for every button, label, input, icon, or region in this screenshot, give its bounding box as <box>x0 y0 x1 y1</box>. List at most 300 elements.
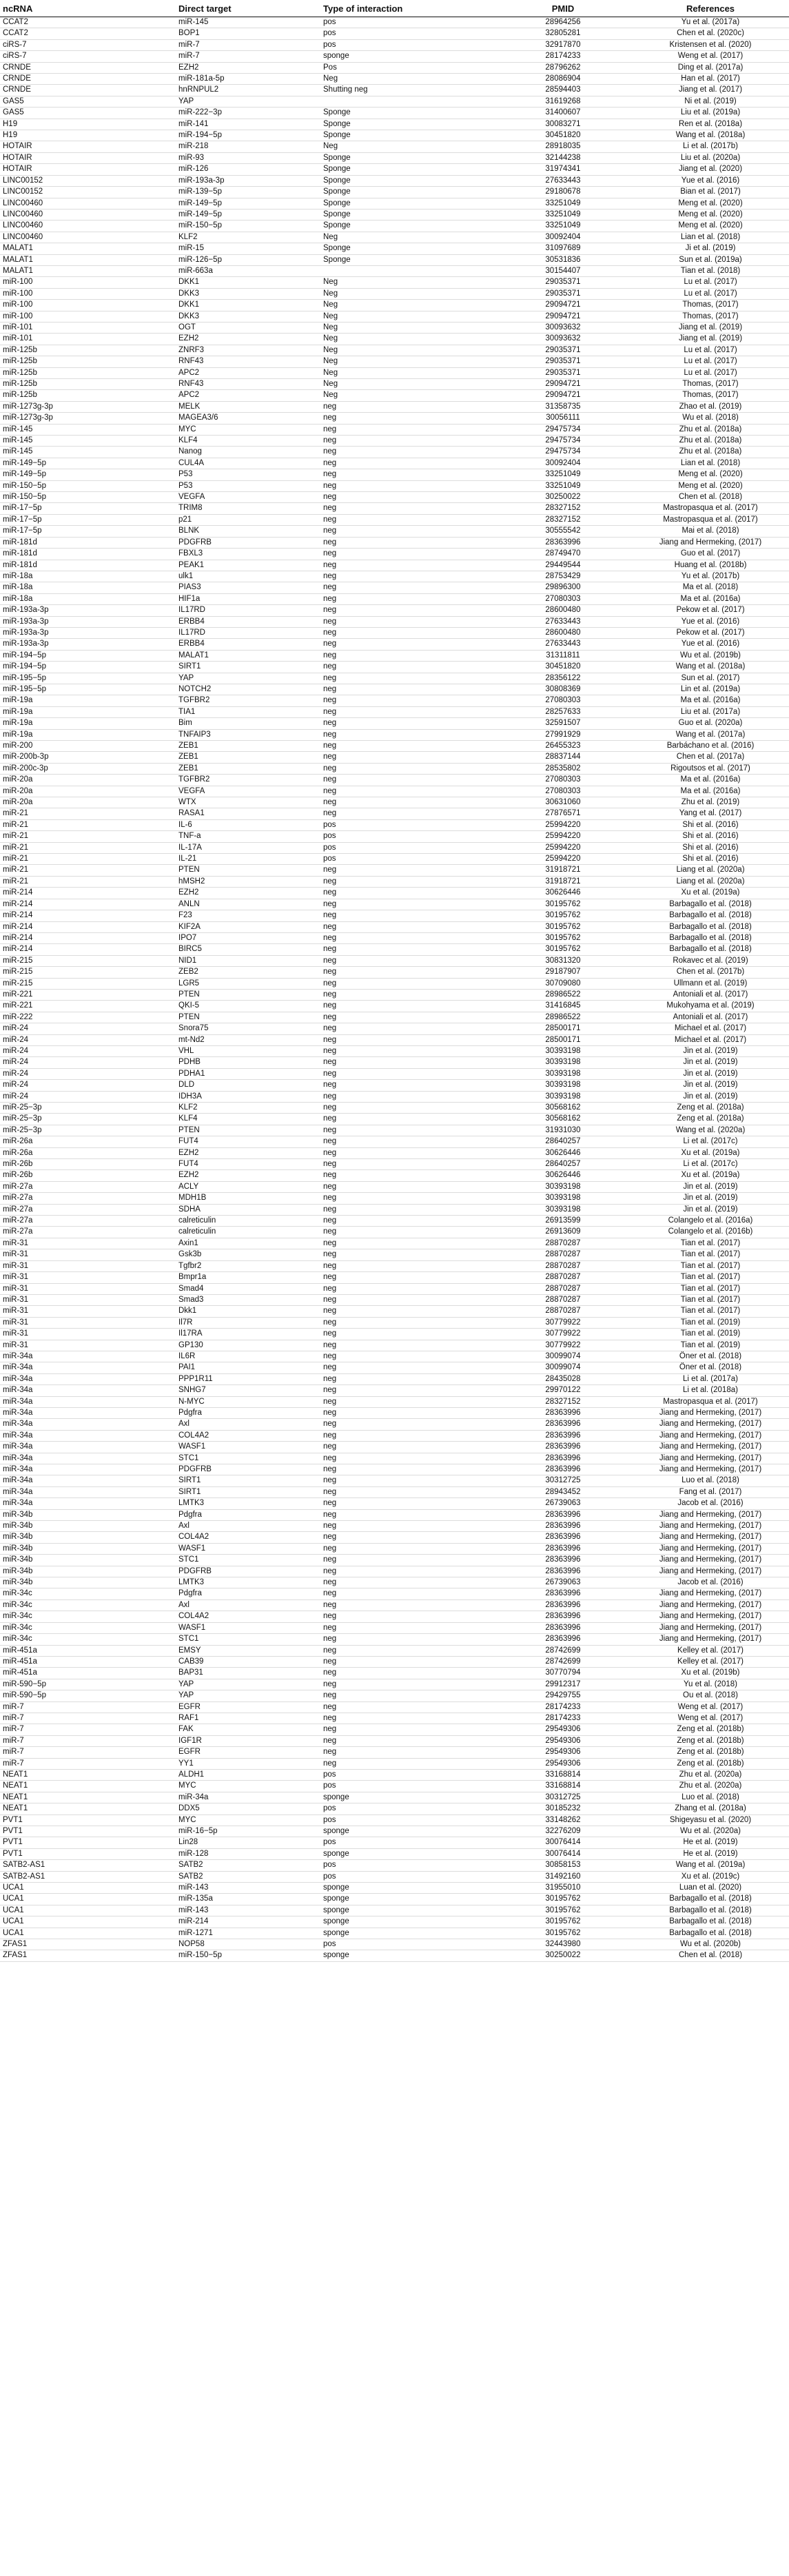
cell-interaction-type: neg <box>320 1747 494 1758</box>
cell-direct-target: EZH2 <box>176 1147 320 1158</box>
cell-pmid: 28870287 <box>494 1260 632 1271</box>
table-row <box>0 1419 789 1430</box>
cell-pmid: 30779922 <box>494 1340 632 1351</box>
table-row <box>0 955 789 966</box>
cell-ncrna: miR-31 <box>0 1238 176 1249</box>
cell-reference: Shi et al. (2016) <box>632 831 789 842</box>
cell-ncrna: CRNDE <box>0 62 176 73</box>
cell-direct-target: NOP58 <box>176 1939 320 1950</box>
cell-interaction-type: pos <box>320 1815 494 1826</box>
table-row <box>0 39 789 50</box>
cell-direct-target: Pdgfra <box>176 1588 320 1599</box>
cell-direct-target: IPO7 <box>176 932 320 943</box>
cell-pmid: 28327152 <box>494 514 632 525</box>
cell-direct-target: calreticulin <box>176 1227 320 1238</box>
cell-reference: Luo et al. (2018) <box>632 1475 789 1486</box>
cell-interaction-type: Neg <box>320 345 494 356</box>
cell-interaction-type: neg <box>320 1249 494 1260</box>
table-row <box>0 1555 789 1566</box>
cell-reference: Li et al. (2017b) <box>632 141 789 152</box>
cell-interaction-type: neg <box>320 1034 494 1045</box>
cell-pmid: 30250022 <box>494 492 632 503</box>
cell-direct-target: Bmpr1a <box>176 1272 320 1283</box>
cell-interaction-type: neg <box>320 1159 494 1170</box>
cell-interaction-type: neg <box>320 1136 494 1147</box>
cell-interaction-type: neg <box>320 1238 494 1249</box>
table-row <box>0 1159 789 1170</box>
cell-ncrna: miR-7 <box>0 1713 176 1724</box>
cell-pmid: 31918721 <box>494 865 632 876</box>
cell-direct-target: IL-21 <box>176 854 320 865</box>
cell-direct-target: Nanog <box>176 447 320 458</box>
cell-reference: Ma et al. (2016a) <box>632 775 789 786</box>
cell-reference: Ou et al. (2018) <box>632 1690 789 1701</box>
table-row <box>0 1826 789 1837</box>
table-row <box>0 639 789 650</box>
cell-interaction-type: sponge <box>320 51 494 62</box>
cell-reference: Jin et al. (2019) <box>632 1068 789 1079</box>
cell-reference: Jiang and Hermeking, (2017) <box>632 1555 789 1566</box>
cell-ncrna: miR-24 <box>0 1045 176 1056</box>
cell-direct-target: SIRT1 <box>176 1475 320 1486</box>
cell-pmid: 29180678 <box>494 187 632 198</box>
cell-reference: Lu et al. (2017) <box>632 288 789 299</box>
cell-ncrna: PVT1 <box>0 1848 176 1859</box>
cell-pmid: 30393198 <box>494 1181 632 1192</box>
cell-pmid: 29035371 <box>494 277 632 288</box>
cell-ncrna: NEAT1 <box>0 1792 176 1803</box>
cell-reference: Jiang and Hermeking, (2017) <box>632 1634 789 1645</box>
cell-ncrna: miR-150−5p <box>0 492 176 503</box>
table-row <box>0 1272 789 1283</box>
cell-interaction-type: neg <box>320 662 494 673</box>
cell-interaction-type: Neg <box>320 367 494 378</box>
cell-direct-target: QKI-5 <box>176 1001 320 1012</box>
cell-ncrna: LINC00460 <box>0 198 176 209</box>
table-row <box>0 1905 789 1916</box>
cell-direct-target: WTX <box>176 797 320 808</box>
cell-ncrna: miR-150−5p <box>0 480 176 491</box>
cell-pmid: 30195762 <box>494 1928 632 1939</box>
cell-reference: Öner et al. (2018) <box>632 1351 789 1362</box>
cell-interaction-type: neg <box>320 786 494 797</box>
cell-direct-target: PDHA1 <box>176 1068 320 1079</box>
cell-pmid: 33251049 <box>494 469 632 480</box>
header-ncrna: ncRNA <box>0 0 176 17</box>
cell-pmid: 28742699 <box>494 1656 632 1667</box>
cell-reference: Tian et al. (2017) <box>632 1238 789 1249</box>
cell-pmid: 28363996 <box>494 1407 632 1418</box>
table-row <box>0 265 789 276</box>
cell-direct-target: PAI1 <box>176 1362 320 1373</box>
cell-interaction-type: neg <box>320 932 494 943</box>
cell-pmid: 31311811 <box>494 650 632 661</box>
cell-pmid: 33168814 <box>494 1769 632 1780</box>
table-row <box>0 243 789 254</box>
cell-interaction-type: sponge <box>320 1894 494 1905</box>
cell-ncrna: miR-100 <box>0 300 176 311</box>
cell-reference: Yue et al. (2016) <box>632 175 789 186</box>
cell-interaction-type: Sponge <box>320 187 494 198</box>
cell-pmid: 27633443 <box>494 175 632 186</box>
cell-direct-target: miR-93 <box>176 152 320 163</box>
table-row <box>0 673 789 684</box>
cell-direct-target: Axl <box>176 1521 320 1532</box>
cell-reference: Tian et al. (2017) <box>632 1260 789 1271</box>
cell-direct-target: SDHA <box>176 1204 320 1215</box>
cell-pmid: 30568162 <box>494 1114 632 1125</box>
table-row <box>0 1396 789 1407</box>
cell-interaction-type: neg <box>320 1509 494 1520</box>
cell-pmid: 32443980 <box>494 1939 632 1950</box>
table-row <box>0 1781 789 1792</box>
cell-interaction-type: neg <box>320 1068 494 1079</box>
cell-reference: Tian et al. (2017) <box>632 1283 789 1294</box>
cell-ncrna: miR-34a <box>0 1396 176 1407</box>
cell-reference: Xu et al. (2019a) <box>632 888 789 899</box>
table-row <box>0 978 789 989</box>
cell-pmid: 28363996 <box>494 1622 632 1633</box>
cell-interaction-type: neg <box>320 1611 494 1622</box>
cell-direct-target: YAP <box>176 1690 320 1701</box>
cell-reference: Chen et al. (2017b) <box>632 967 789 978</box>
cell-pmid: 28327152 <box>494 1396 632 1407</box>
cell-interaction-type: Sponge <box>320 164 494 175</box>
cell-pmid: 30056111 <box>494 413 632 424</box>
cell-reference: Fang et al. (2017) <box>632 1486 789 1497</box>
cell-direct-target: PTEN <box>176 1125 320 1136</box>
cell-pmid: 28174233 <box>494 1701 632 1713</box>
cell-direct-target: Gsk3b <box>176 1249 320 1260</box>
cell-pmid: 30195762 <box>494 1894 632 1905</box>
table-row <box>0 662 789 673</box>
table-row <box>0 379 789 390</box>
cell-interaction-type: pos <box>320 1837 494 1848</box>
cell-pmid: 26739063 <box>494 1577 632 1588</box>
cell-reference: Shi et al. (2016) <box>632 854 789 865</box>
cell-pmid: 30831320 <box>494 955 632 966</box>
cell-reference: Jiang and Hermeking, (2017) <box>632 1532 789 1543</box>
cell-direct-target: BOP1 <box>176 28 320 39</box>
cell-pmid: 30093632 <box>494 334 632 345</box>
table-row <box>0 1045 789 1056</box>
cell-reference: Weng et al. (2017) <box>632 1701 789 1713</box>
table-row <box>0 854 789 865</box>
cell-reference: Liu et al. (2017a) <box>632 706 789 717</box>
cell-ncrna: miR-34c <box>0 1634 176 1645</box>
cell-interaction-type: neg <box>320 413 494 424</box>
cell-ncrna: miR-195−5p <box>0 684 176 695</box>
cell-direct-target: miR-150−5p <box>176 221 320 232</box>
cell-ncrna: miR-34b <box>0 1521 176 1532</box>
cell-ncrna: miR-34b <box>0 1532 176 1543</box>
table-row <box>0 367 789 378</box>
table-row <box>0 1283 789 1294</box>
table-row <box>0 1340 789 1351</box>
table-row <box>0 932 789 943</box>
cell-ncrna: miR-34a <box>0 1464 176 1475</box>
cell-reference: Weng et al. (2017) <box>632 51 789 62</box>
table-row <box>0 1566 789 1577</box>
cell-direct-target: FUT4 <box>176 1159 320 1170</box>
cell-interaction-type: neg <box>320 673 494 684</box>
cell-ncrna: miR-19a <box>0 706 176 717</box>
cell-reference: Jin et al. (2019) <box>632 1091 789 1102</box>
cell-interaction-type <box>320 96 494 107</box>
cell-reference: Li et al. (2017a) <box>632 1373 789 1384</box>
cell-direct-target: COL4A2 <box>176 1611 320 1622</box>
cell-ncrna: miR-34a <box>0 1486 176 1497</box>
cell-pmid: 30250022 <box>494 1950 632 1961</box>
cell-ncrna: miR-26b <box>0 1170 176 1181</box>
cell-direct-target: MDH1B <box>176 1193 320 1204</box>
cell-direct-target: WASF1 <box>176 1543 320 1554</box>
cell-ncrna: HOTAIR <box>0 152 176 163</box>
cell-pmid: 29912317 <box>494 1679 632 1690</box>
cell-pmid: 31400607 <box>494 108 632 119</box>
cell-ncrna: miR-25−3p <box>0 1114 176 1125</box>
cell-reference: Yu et al. (2017b) <box>632 571 789 582</box>
cell-ncrna: miR-181d <box>0 560 176 571</box>
cell-interaction-type: neg <box>320 1701 494 1713</box>
cell-pmid: 32276209 <box>494 1826 632 1837</box>
cell-direct-target: IL6R <box>176 1351 320 1362</box>
cell-pmid: 30393198 <box>494 1080 632 1091</box>
cell-reference: Zeng et al. (2018a) <box>632 1103 789 1114</box>
cell-pmid: 25994220 <box>494 819 632 830</box>
table-row <box>0 1690 789 1701</box>
cell-pmid: 28986522 <box>494 1012 632 1023</box>
cell-direct-target: ERBB4 <box>176 639 320 650</box>
cell-direct-target: miR-145 <box>176 17 320 28</box>
cell-pmid: 30393198 <box>494 1057 632 1068</box>
cell-ncrna: miR-24 <box>0 1023 176 1034</box>
cell-pmid: 28535802 <box>494 763 632 774</box>
cell-interaction-type: neg <box>320 627 494 638</box>
cell-ncrna: miR-222 <box>0 1012 176 1023</box>
table-row <box>0 605 789 616</box>
cell-direct-target: Il7R <box>176 1317 320 1328</box>
cell-ncrna: SATB2-AS1 <box>0 1871 176 1882</box>
cell-pmid: 26913599 <box>494 1216 632 1227</box>
cell-direct-target: IL-17A <box>176 842 320 853</box>
cell-reference: Lian et al. (2018) <box>632 232 789 243</box>
cell-direct-target: EGFR <box>176 1747 320 1758</box>
cell-reference: Yu et al. (2017a) <box>632 17 789 28</box>
cell-ncrna: miR-34b <box>0 1509 176 1520</box>
cell-ncrna: miR-31 <box>0 1283 176 1294</box>
table-row <box>0 1883 789 1894</box>
table-row <box>0 1871 789 1882</box>
table-row <box>0 944 789 955</box>
cell-interaction-type: neg <box>320 1125 494 1136</box>
table-row <box>0 1475 789 1486</box>
cell-interaction-type: neg <box>320 1419 494 1430</box>
cell-pmid: 31416845 <box>494 1001 632 1012</box>
cell-ncrna: LINC00152 <box>0 175 176 186</box>
cell-direct-target: FBXL3 <box>176 549 320 560</box>
cell-ncrna: NEAT1 <box>0 1803 176 1815</box>
cell-reference: Barbagallo et al. (2018) <box>632 1928 789 1939</box>
cell-ncrna: miR-34c <box>0 1599 176 1611</box>
cell-reference: Liang et al. (2020a) <box>632 865 789 876</box>
cell-reference: Wang et al. (2018a) <box>632 662 789 673</box>
cell-pmid: 32805281 <box>494 28 632 39</box>
cell-interaction-type: neg <box>320 1396 494 1407</box>
cell-interaction-type: neg <box>320 1045 494 1056</box>
cell-pmid: 28363996 <box>494 1453 632 1464</box>
cell-direct-target: MELK <box>176 401 320 412</box>
table-row <box>0 1894 789 1905</box>
cell-reference: Meng et al. (2020) <box>632 480 789 491</box>
cell-interaction-type: neg <box>320 1588 494 1599</box>
table-row <box>0 1679 789 1690</box>
cell-direct-target: YY1 <box>176 1758 320 1769</box>
cell-interaction-type: neg <box>320 424 494 435</box>
cell-ncrna: NEAT1 <box>0 1769 176 1780</box>
cell-direct-target: EZH2 <box>176 62 320 73</box>
cell-direct-target: CAB39 <box>176 1656 320 1667</box>
cell-reference: Jiang and Hermeking, (2017) <box>632 537 789 548</box>
cell-reference: Barbagallo et al. (2018) <box>632 921 789 932</box>
cell-interaction-type: Neg <box>320 141 494 152</box>
cell-ncrna: miR-34a <box>0 1407 176 1418</box>
cell-direct-target: miR-139−5p <box>176 187 320 198</box>
table-row <box>0 537 789 548</box>
cell-direct-target: ZEB2 <box>176 967 320 978</box>
cell-direct-target: ulk1 <box>176 571 320 582</box>
cell-direct-target: Smad3 <box>176 1294 320 1305</box>
cell-ncrna: miR-100 <box>0 288 176 299</box>
cell-ncrna: miR-145 <box>0 447 176 458</box>
cell-interaction-type: neg <box>320 1498 494 1509</box>
cell-reference: Kelley et al. (2017) <box>632 1656 789 1667</box>
cell-pmid: 30195762 <box>494 944 632 955</box>
cell-interaction-type: neg <box>320 1758 494 1769</box>
table-row <box>0 1724 789 1735</box>
cell-direct-target: miR-214 <box>176 1916 320 1928</box>
cell-interaction-type: pos <box>320 17 494 28</box>
cell-reference: Tian et al. (2017) <box>632 1272 789 1283</box>
cell-reference: Antoniali et al. (2017) <box>632 989 789 1000</box>
cell-ncrna: miR-100 <box>0 311 176 322</box>
cell-interaction-type: neg <box>320 480 494 491</box>
cell-ncrna: NEAT1 <box>0 1781 176 1792</box>
cell-ncrna: miR-34c <box>0 1611 176 1622</box>
cell-pmid: 29035371 <box>494 288 632 299</box>
cell-ncrna: miR-18a <box>0 571 176 582</box>
cell-interaction-type: neg <box>320 571 494 582</box>
cell-pmid: 27633443 <box>494 616 632 627</box>
cell-ncrna: miR-34a <box>0 1498 176 1509</box>
cell-pmid: 30099074 <box>494 1362 632 1373</box>
cell-reference: Ji et al. (2019) <box>632 243 789 254</box>
cell-interaction-type: neg <box>320 1193 494 1204</box>
table-row <box>0 1373 789 1384</box>
cell-pmid: 28174233 <box>494 51 632 62</box>
cell-interaction-type: neg <box>320 639 494 650</box>
cell-reference: Li et al. (2017c) <box>632 1159 789 1170</box>
cell-interaction-type: neg <box>320 1690 494 1701</box>
cell-interaction-type: sponge <box>320 1826 494 1837</box>
cell-reference: Jiang and Hermeking, (2017) <box>632 1599 789 1611</box>
cell-reference: Meng et al. (2020) <box>632 221 789 232</box>
cell-ncrna: miR-215 <box>0 978 176 989</box>
cell-pmid: 27080303 <box>494 593 632 604</box>
cell-reference: Jiang and Hermeking, (2017) <box>632 1464 789 1475</box>
cell-pmid: 27080303 <box>494 695 632 706</box>
cell-ncrna: ZFAS1 <box>0 1939 176 1950</box>
cell-pmid: 28749470 <box>494 549 632 560</box>
cell-interaction-type: pos <box>320 819 494 830</box>
cell-interaction-type: Sponge <box>320 108 494 119</box>
cell-direct-target: SIRT1 <box>176 662 320 673</box>
cell-pmid: 30154407 <box>494 265 632 276</box>
cell-direct-target: HIF1a <box>176 593 320 604</box>
table-row <box>0 1950 789 1961</box>
cell-reference: Barbáchano et al. (2016) <box>632 741 789 752</box>
cell-ncrna: CCAT2 <box>0 28 176 39</box>
cell-interaction-type: neg <box>320 910 494 921</box>
table-row <box>0 96 789 107</box>
cell-pmid: 25994220 <box>494 831 632 842</box>
cell-ncrna: miR-451a <box>0 1656 176 1667</box>
cell-reference: Zhu et al. (2018a) <box>632 436 789 447</box>
cell-ncrna: miR-193a-3p <box>0 605 176 616</box>
table-row <box>0 786 789 797</box>
table-row <box>0 334 789 345</box>
cell-interaction-type: pos <box>320 39 494 50</box>
cell-ncrna: GAS5 <box>0 108 176 119</box>
cell-ncrna: miR-31 <box>0 1329 176 1340</box>
table-row <box>0 1249 789 1260</box>
cell-pmid: 29549306 <box>494 1724 632 1735</box>
cell-direct-target: p21 <box>176 514 320 525</box>
cell-direct-target: Axl <box>176 1419 320 1430</box>
table-row <box>0 627 789 638</box>
cell-direct-target: miR-143 <box>176 1905 320 1916</box>
cell-ncrna: miR-193a-3p <box>0 627 176 638</box>
table-row <box>0 650 789 661</box>
table-row <box>0 1668 789 1679</box>
table-row <box>0 1521 789 1532</box>
table-row <box>0 1758 789 1769</box>
cell-reference: Chen et al. (2018) <box>632 1950 789 1961</box>
cell-direct-target: miR-143 <box>176 1883 320 1894</box>
cell-ncrna: ciRS-7 <box>0 39 176 50</box>
cell-interaction-type: neg <box>320 582 494 593</box>
table-row <box>0 888 789 899</box>
cell-pmid: 28363996 <box>494 1509 632 1520</box>
table-row <box>0 526 789 537</box>
cell-ncrna: miR-181d <box>0 549 176 560</box>
table-row <box>0 74 789 85</box>
cell-reference: Jiang and Hermeking, (2017) <box>632 1543 789 1554</box>
table-row <box>0 413 789 424</box>
table-row <box>0 876 789 887</box>
cell-reference: Liang et al. (2020a) <box>632 876 789 887</box>
table-row <box>0 1351 789 1362</box>
cell-ncrna: miR-34a <box>0 1442 176 1453</box>
cell-direct-target: EZH2 <box>176 888 320 899</box>
cell-interaction-type: pos <box>320 1871 494 1882</box>
cell-pmid: 30195762 <box>494 932 632 943</box>
cell-ncrna: MALAT1 <box>0 243 176 254</box>
cell-reference: Zeng et al. (2018b) <box>632 1758 789 1769</box>
cell-pmid: 30451820 <box>494 130 632 141</box>
table-row <box>0 1068 789 1079</box>
cell-interaction-type: Neg <box>320 288 494 299</box>
